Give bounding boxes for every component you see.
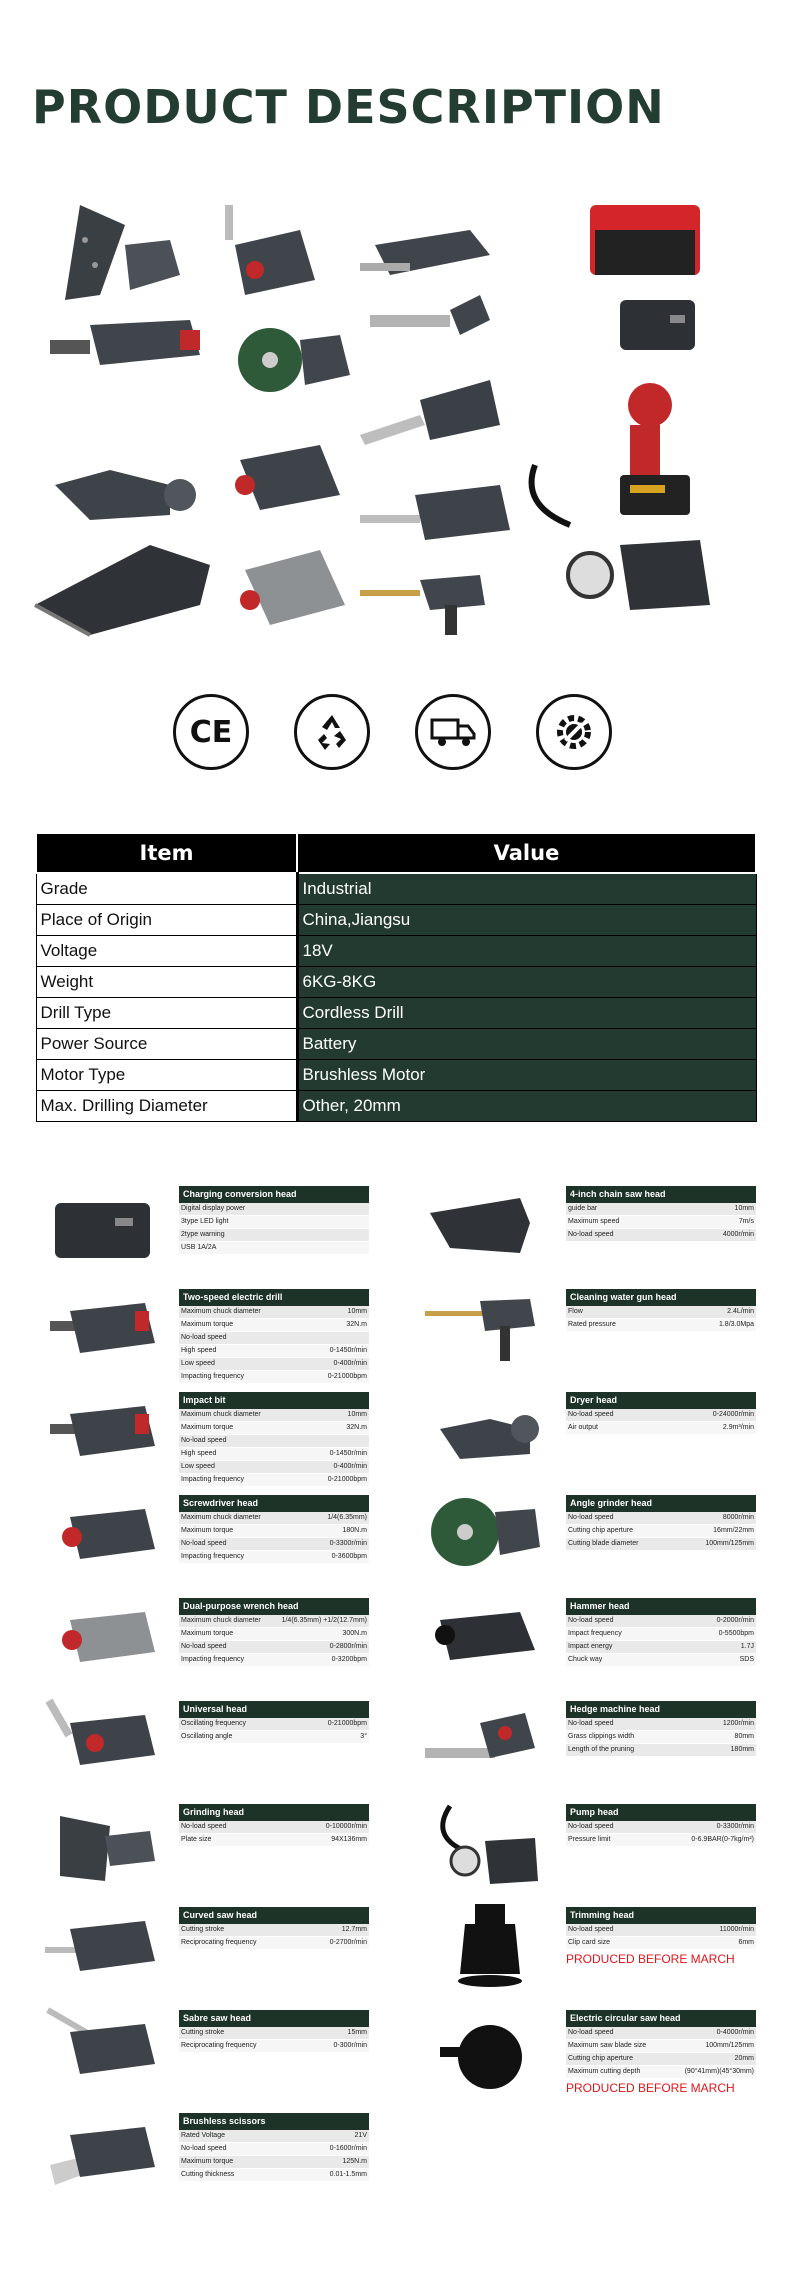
spec-card-row-value: 10mm [347,1411,367,1418]
spec-card-row-value: 0-3200bpm [331,1656,367,1663]
spec-card-row-value: 32N.m [346,1424,367,1431]
spec-card [566,1495,756,1551]
spec-card-row-value: 300N.m [342,1630,367,1637]
spec-card-row [179,1474,369,1487]
spec-card [566,1907,756,1966]
battery-drill-image [620,383,690,515]
spec-card-row-label: USB 1A/2A [181,1244,217,1251]
oscillating-thumbnail-image [40,1693,170,1783]
spec-card-row-label: Low speed [181,1360,215,1367]
spec-card-row-value: 180mm [730,1746,754,1753]
spec-card-title: 4-inch chain saw head [566,1186,756,1203]
spec-card-row [179,1319,369,1332]
page-title: PRODUCT DESCRIPTION [32,80,665,134]
spec-card-row-label: Reciprocating frequency [181,2042,257,2049]
spec-card-row [566,1718,756,1731]
spec-card-row [566,1834,756,1847]
spec-card-row-value: 10mm [347,1308,367,1315]
delivery-truck-icon [415,694,491,770]
spec-card-row-label: 3type LED light [181,1218,229,1225]
sabre-saw-image [360,380,500,445]
spec-card-row-label: Length of the pruning [568,1746,635,1753]
spec-card-row [566,1229,756,1242]
spec-card [179,1907,369,1950]
spec-card-row [179,1332,369,1345]
spec-card-row [566,1937,756,1950]
universal-head-image [225,205,315,295]
spec-card-row [179,1821,369,1834]
spec-card-row-label: Maximum chuck diameter [181,1617,261,1624]
row-value: 18V [297,936,756,967]
spec-card-row-value: 0-3300r/min [329,1540,367,1547]
row-value: Other, 20mm [297,1091,756,1122]
spec-card-row-label: No-load speed [181,1437,227,1444]
spec-card-row-label: No-load speed [181,1334,227,1341]
spec-card-row-label: Oscillating angle [181,1733,233,1740]
spec-card-row [179,2130,369,2143]
spec-card-row-label: Plate size [181,1836,212,1843]
spec-card-row [179,1448,369,1461]
spec-card-row [566,2053,756,2066]
spec-card-row-value: 0-2700r/min [329,1939,367,1946]
table-row [36,936,756,967]
spec-card-row-label: Grass clippings width [568,1733,635,1740]
dryer-thumbnail-image [420,1384,550,1474]
spec-card-row [566,1641,756,1654]
spec-card-row-label: Maximum chuck diameter [181,1514,261,1521]
spec-card-row [179,2156,369,2169]
spec-card-title: Grinding head [179,1804,369,1821]
spec-card-row-label: Maximum torque [181,1630,234,1637]
spec-card-row-label: Maximum torque [181,2158,234,2165]
spec-card-row-label: No-load speed [181,1643,227,1650]
spec-card-row-value: 0-6.9BAR(0-7kg/m²) [691,1836,754,1843]
spec-card-row [179,1229,369,1242]
chain-saw-head-image [35,545,210,635]
spec-card-row [179,1203,369,1216]
table-row [36,873,756,905]
production-note: PRODUCED BEFORE MARCH [566,2081,735,2095]
spec-card-row-value: 15mm [347,2029,367,2036]
spec-card-row [179,2169,369,2182]
spec-card-row-label: Maximum chuck diameter [181,1411,261,1418]
spec-card-row-value: 0-3600bpm [331,1553,367,1560]
pump-thumbnail-image [420,1796,550,1886]
spec-card-row-value: 180N.m [342,1527,367,1534]
spec-card-row [179,1512,369,1525]
spec-card-row [566,1512,756,1525]
spec-card-row [566,1422,756,1435]
spec-card [566,1701,756,1757]
spec-card-title: Brushless scissors [179,2113,369,2130]
spec-card-row-label: Maximum cutting depth [568,2068,641,2075]
spec-card-row-label: Impacting frequency [181,1553,245,1560]
table-row [36,998,756,1029]
spec-card-row-label: Maximum torque [181,1321,234,1328]
header-value: Value [297,833,756,873]
spec-card [179,1701,369,1744]
hammer-thumbnail-image [420,1590,550,1680]
spec-card-row-value: SDS [739,1656,754,1663]
curved-saw-image [360,485,510,540]
spec-card-row-value: 94X136mm [331,1836,367,1843]
spec-card-row [566,1615,756,1628]
spec-card [179,1186,369,1255]
spec-card-row [179,1216,369,1229]
row-key: Place of Origin [36,905,297,936]
spec-card-row [566,2040,756,2053]
spec-card-row-value: 0-4000r/min [716,2029,754,2036]
spec-card-row [566,1654,756,1667]
spec-card-row [179,1551,369,1564]
sander-head-image [65,205,180,300]
table-row [36,1060,756,1091]
spec-card-row-value: 125N.m [342,2158,367,2165]
spec-card-row-label: High speed [181,1347,217,1354]
spec-card-title: Hedge machine head [566,1701,756,1718]
spec-card-row-value: 0-400r/min [333,1463,367,1470]
spec-card-row-label: Impact energy [568,1643,613,1650]
row-key: Voltage [36,936,297,967]
spec-card-row [566,1203,756,1216]
spec-card-row [566,1538,756,1551]
spec-card-row-value: 0-2800r/min [329,1643,367,1650]
spec-table [35,832,757,1122]
drill-head-image [50,320,200,365]
spec-card-row-value: 16mm/22mm [713,1527,754,1534]
spec-card [566,2010,756,2095]
hero-product-grid [30,185,730,645]
table-row [36,967,756,998]
spec-card [179,1598,369,1667]
spec-card-row-value: (90°41mm)(45°30mm) [684,2068,754,2075]
wrench-thumbnail-image [40,1590,170,1680]
spec-card-row-value: 4000r/min [722,1231,754,1238]
spec-card-row-label: Air output [568,1424,598,1431]
spec-card-row-value: 0-3300r/min [716,1823,754,1830]
tool-case-image [590,205,700,275]
trimmer-thumbnail-image [420,1899,550,1989]
spec-card-title: Screwdriver head [179,1495,369,1512]
watergun-thumbnail-image [420,1281,550,1371]
spec-card-row-label: Pressure limit [568,1836,611,1843]
spec-card-row [179,1924,369,1937]
spec-card-row-label: Oscillating frequency [181,1720,246,1727]
row-key: Drill Type [36,998,297,1029]
sander-thumbnail-image [40,1796,170,1886]
spec-card-row-value: 7m/s [738,1218,754,1225]
spec-card-title: Dryer head [566,1392,756,1409]
spec-card-row-value: 0-21000bpm [327,1720,367,1727]
spec-card-row-value: 6mm [738,1939,754,1946]
spec-card-row-value: 0-1450r/min [329,1347,367,1354]
spec-card-row [179,1937,369,1950]
spec-card-row-value: 2.4L/min [727,1308,754,1315]
spec-card-row-label: Impacting frequency [181,1373,245,1380]
spec-card-row-value: 12.7mm [341,1926,367,1933]
spec-card-row-value: 100mm/125mm [705,1540,754,1547]
hedge-thumbnail-image [420,1693,550,1783]
spec-card-row-label: Impacting frequency [181,1656,245,1663]
spec-card-row [566,1409,756,1422]
spec-card-row [179,1525,369,1538]
spec-card-row-value: 0-10000r/min [325,1823,367,1830]
row-key: Grade [36,873,297,905]
spec-card-row-label: Rated pressure [568,1321,616,1328]
battery-adapter-image [620,300,695,350]
spec-card-row-value: 0.01-1.5mm [329,2171,367,2178]
spec-card [179,1392,369,1487]
spec-card-row-value: 10mm [734,1205,754,1212]
row-value: Brushless Motor [297,1060,756,1091]
row-value: Industrial [297,873,756,905]
scissors-thumbnail-image [40,2105,170,2195]
spec-card-row [179,1654,369,1667]
spec-card-row [179,1409,369,1422]
spec-card-row [179,1461,369,1474]
spec-card-title: Pump head [566,1804,756,1821]
spec-card-row-value: 0-300r/min [333,2042,367,2049]
spec-card [179,2113,369,2182]
spec-card-row [179,2027,369,2040]
spec-card-row-label: No-load speed [181,1540,227,1547]
row-value: Battery [297,1029,756,1060]
spec-card-row [179,1306,369,1319]
spec-card-row-label: Cutting chip aperture [568,2055,633,2062]
angle-grinder-image [238,328,350,392]
ce-mark-icon [173,694,249,770]
spec-card-row-label: No-load speed [181,2145,227,2152]
spec-card-title: Electric circular saw head [566,2010,756,2027]
spec-card-title: Angle grinder head [566,1495,756,1512]
spec-card-row [179,1641,369,1654]
spec-card-row-label: No-load speed [568,1514,614,1521]
wrench-head-image [240,550,345,625]
spec-card-title: Cleaning water gun head [566,1289,756,1306]
spec-card [179,2010,369,2053]
spec-card-row-label: No-load speed [568,1231,614,1238]
spec-card-row [566,1821,756,1834]
dryer-head-image [55,470,196,520]
spec-card-row-value: 1.7J [740,1643,754,1650]
gear-wrench-icon [536,694,612,770]
spec-card-title: Impact bit [179,1392,369,1409]
spec-card-row [566,1924,756,1937]
row-value: China,Jiangsu [297,905,756,936]
spec-card-row [566,1525,756,1538]
spec-card-row-label: Maximum saw blade size [568,2042,647,2049]
recycle-icon [294,694,370,770]
spec-card-row [179,1371,369,1384]
spec-card-row [179,1435,369,1448]
spec-card-row-value: 0-1450r/min [329,1450,367,1457]
hedge-trimmer-image [360,230,490,335]
spec-table-header [36,833,756,873]
spec-card-row-value: 1.8/3.0Mpa [718,1321,754,1328]
drill-thumbnail-image [40,1384,170,1474]
spec-card-row [179,1615,369,1628]
spec-card-row-label: Maximum speed [568,1218,620,1225]
spec-card-row-label: Flow [568,1308,583,1315]
spec-card-row-value: 3° [360,1733,367,1740]
spec-card-title: Dual-purpose wrench head [179,1598,369,1615]
spec-card-row-label: Rated Voltage [181,2132,225,2139]
spec-card-row [179,1628,369,1641]
spec-card [179,1495,369,1564]
spec-card-row-value: 2.9m³/min [722,1424,754,1431]
row-key: Power Source [36,1029,297,1060]
spec-card-row-label: No-load speed [568,2029,614,2036]
circular-thumbnail-image [420,2002,550,2092]
spec-card-row-value: 0-21000bpm [327,1373,367,1380]
spec-card-row-label: Cutting blade diameter [568,1540,639,1547]
spec-card [566,1186,756,1242]
spec-card-row [179,1834,369,1847]
spec-card-row-label: Impact frequency [568,1630,622,1637]
spec-card-row [566,1306,756,1319]
spec-card-row-value: 0-24000r/min [712,1411,754,1418]
spec-card-row-label: 2type warning [181,1231,225,1238]
charger-thumbnail-image [40,1178,170,1268]
screwdriver-thumbnail-image [40,1487,170,1577]
header-item: Item [36,833,297,873]
row-key: Motor Type [36,1060,297,1091]
spec-card-row-label: No-load speed [181,1823,227,1830]
spec-card-row-label: Cutting thickness [181,2171,235,2178]
spec-card-row [566,1744,756,1757]
table-row [36,1091,756,1122]
drill-thumbnail-image [40,1281,170,1371]
spec-card-row-label: guide bar [568,1205,598,1212]
table-row [36,1029,756,1060]
spec-card-title: Two-speed electric drill [179,1289,369,1306]
spec-card [566,1598,756,1667]
spec-card-row-label: Cutting stroke [181,1926,225,1933]
spec-card-row [566,2027,756,2040]
spec-card-row [179,1358,369,1371]
spec-card-row-value: 21V [354,2132,367,2139]
production-note: PRODUCED BEFORE MARCH [566,1952,735,1966]
grinder-thumbnail-image [420,1487,550,1577]
spec-card-row-value: 0-2000r/min [716,1617,754,1624]
spec-card-row [179,1718,369,1731]
spec-card-row-value: 80mm [734,1733,754,1740]
spec-card-row-label: Clip card size [568,1939,611,1946]
spec-card-row [179,1345,369,1358]
spec-card-row-value: 0-5500bpm [718,1630,754,1637]
spec-card-row [566,1319,756,1332]
spec-card-row-label: Digital display power [181,1205,246,1212]
spec-card-title: Sabre saw head [179,2010,369,2027]
spec-card-row-value: 100mm/125mm [705,2042,754,2049]
spec-card-row-value: 1/4(6.35mm) [327,1514,367,1521]
spec-card-row-label: No-load speed [568,1823,614,1830]
row-key: Max. Drilling Diameter [36,1091,297,1122]
spec-card [566,1804,756,1847]
screwdriver-head-image [235,445,340,510]
spec-card-row [566,1731,756,1744]
jigsaw-thumbnail-image [40,1899,170,1989]
spec-card-row-label: Cutting stroke [181,2029,225,2036]
water-gun-image [360,575,485,635]
spec-card-row [179,2143,369,2156]
spec-card-row-label: Cutting chip aperture [568,1527,633,1534]
spec-card-row [566,1628,756,1641]
spec-card-row-value: 32N.m [346,1321,367,1328]
spec-card [179,1804,369,1847]
spec-card-row-label: No-load speed [568,1411,614,1418]
spec-card-row-label: Maximum chuck diameter [181,1308,261,1315]
spec-card-row-value: 1/4(6.35mm) +1/2(12.7mm) [281,1617,367,1624]
spec-card-row-value: 8000r/min [722,1514,754,1521]
spec-card-row-value: 1200r/min [722,1720,754,1727]
sabre-thumbnail-image [40,2002,170,2092]
table-row [36,905,756,936]
ce-mark-label: CE [189,714,233,750]
spec-card-row [566,1216,756,1229]
spec-card-title: Charging conversion head [179,1186,369,1203]
spec-card-row-value: 0-400r/min [333,1360,367,1367]
row-value: 6KG-8KG [297,967,756,998]
chainsaw-thumbnail-image [420,1178,550,1268]
spec-card-row-label: Low speed [181,1463,215,1470]
spec-card-row-label: Maximum torque [181,1424,234,1431]
spec-card-title: Hammer head [566,1598,756,1615]
spec-card-row-label: High speed [181,1450,217,1457]
spec-card [566,1392,756,1435]
spec-card-title: Trimming head [566,1907,756,1924]
row-key: Weight [36,967,297,998]
spec-card-row-value: 0-1600r/min [329,2145,367,2152]
spec-card-row [179,2040,369,2053]
spec-card-row-label: Maximum torque [181,1527,234,1534]
spec-card-row-label: Reciprocating frequency [181,1939,257,1946]
spec-card-row-label: No-load speed [568,1926,614,1933]
spec-card-row-label: Chuck way [568,1656,603,1663]
spec-card-title: Universal head [179,1701,369,1718]
spec-card-row [179,1242,369,1255]
spec-card-row-label: No-load speed [568,1617,614,1624]
spec-card-row [179,1422,369,1435]
spec-card-row-value: 20mm [734,2055,754,2062]
spec-card-row [566,2066,756,2079]
spec-card-row [179,1538,369,1551]
spec-card [566,1289,756,1332]
spec-card-row-label: No-load speed [568,1720,614,1727]
spec-card-row-label: Impacting frequency [181,1476,245,1483]
spec-card-row [179,1731,369,1744]
spec-card [179,1289,369,1384]
spec-card-row-value: 11000r/min [719,1926,754,1933]
row-value: Cordless Drill [297,998,756,1029]
spec-card-row-value: 0-21000bpm [327,1476,367,1483]
spec-card-title: Curved saw head [179,1907,369,1924]
